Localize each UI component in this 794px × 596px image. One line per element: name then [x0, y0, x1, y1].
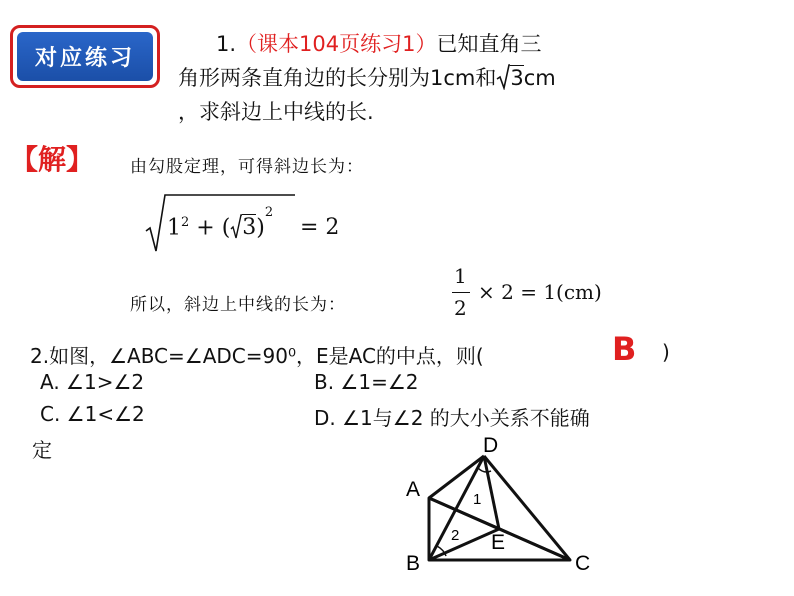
option-a: A. ∠1>∠2 — [40, 370, 145, 394]
label-a: A — [406, 478, 421, 501]
radical-sign-icon — [496, 64, 510, 90]
fraction-numerator: 1 — [454, 264, 467, 288]
question-2-close: ) — [662, 340, 670, 364]
option-d-wrap: 定 — [32, 438, 52, 462]
question-1-line-1 — [216, 28, 542, 58]
formula-2-rest: × 2 = 1(cm) — [478, 280, 602, 304]
question-2-stem: 2.如图，∠ABC=∠ADC=90⁰，E是AC的中点，则( — [30, 344, 484, 368]
close-paren: ) — [256, 215, 265, 241]
triangle-abc — [429, 498, 570, 560]
section-badge — [10, 25, 160, 88]
label-c: C — [575, 552, 591, 575]
formula-hypotenuse — [145, 193, 365, 253]
solution-step-2: 所以，斜边上中线的长为： — [130, 295, 346, 315]
question-1-line-2 — [178, 62, 556, 92]
question-1-source: （课本104页练习1） — [236, 32, 437, 56]
angle-1-arc — [478, 468, 491, 472]
sqrt-3: 3 — [496, 66, 523, 90]
exponent-2: 2 — [264, 205, 274, 220]
segment-dc — [484, 456, 570, 560]
fraction-bar — [452, 292, 470, 293]
label-b: B — [406, 552, 421, 575]
question-1-unit: cm — [523, 66, 556, 90]
formula-1-result: = 2 — [300, 215, 340, 240]
question-1-line-3: ，求斜边上中线的长. — [178, 100, 374, 124]
segment-bd — [429, 456, 484, 560]
inner-sqrt: 3 — [230, 215, 256, 240]
angle-2-arc — [437, 546, 446, 556]
question-1-text-b: 角形两条直角边的长分别为1cm和 — [178, 66, 497, 90]
label-angle-1: 1 — [473, 491, 482, 508]
segment-de — [484, 456, 499, 529]
option-b: B. ∠1=∠2 — [314, 370, 419, 394]
term-one: 1 — [167, 215, 181, 241]
plus-paren: + ( — [196, 215, 231, 241]
question-1-number: 1. — [216, 32, 237, 56]
label-d: D — [483, 434, 499, 457]
segment-ac — [429, 498, 570, 560]
segment-ad — [429, 456, 484, 498]
label-e: E — [491, 531, 506, 554]
option-d: D. ∠1与∠2 的大小关系不能确 — [314, 406, 590, 430]
option-c: C. ∠1<∠2 — [40, 402, 145, 426]
question-2-answer: B — [612, 330, 637, 368]
badge-label: 对应练习 — [17, 32, 153, 81]
exponent-1: 2 — [181, 215, 190, 230]
inner-radical-icon — [230, 214, 242, 240]
segment-be — [429, 529, 499, 560]
solution-tag: 【解】 — [10, 143, 95, 176]
formula-median — [450, 264, 630, 324]
solution-step-1: 由勾股定理，可得斜边长为： — [130, 157, 364, 177]
fraction-denominator: 2 — [454, 296, 467, 320]
label-angle-2: 2 — [451, 527, 460, 544]
question-1-text-a: 已知直角三 — [436, 32, 542, 56]
